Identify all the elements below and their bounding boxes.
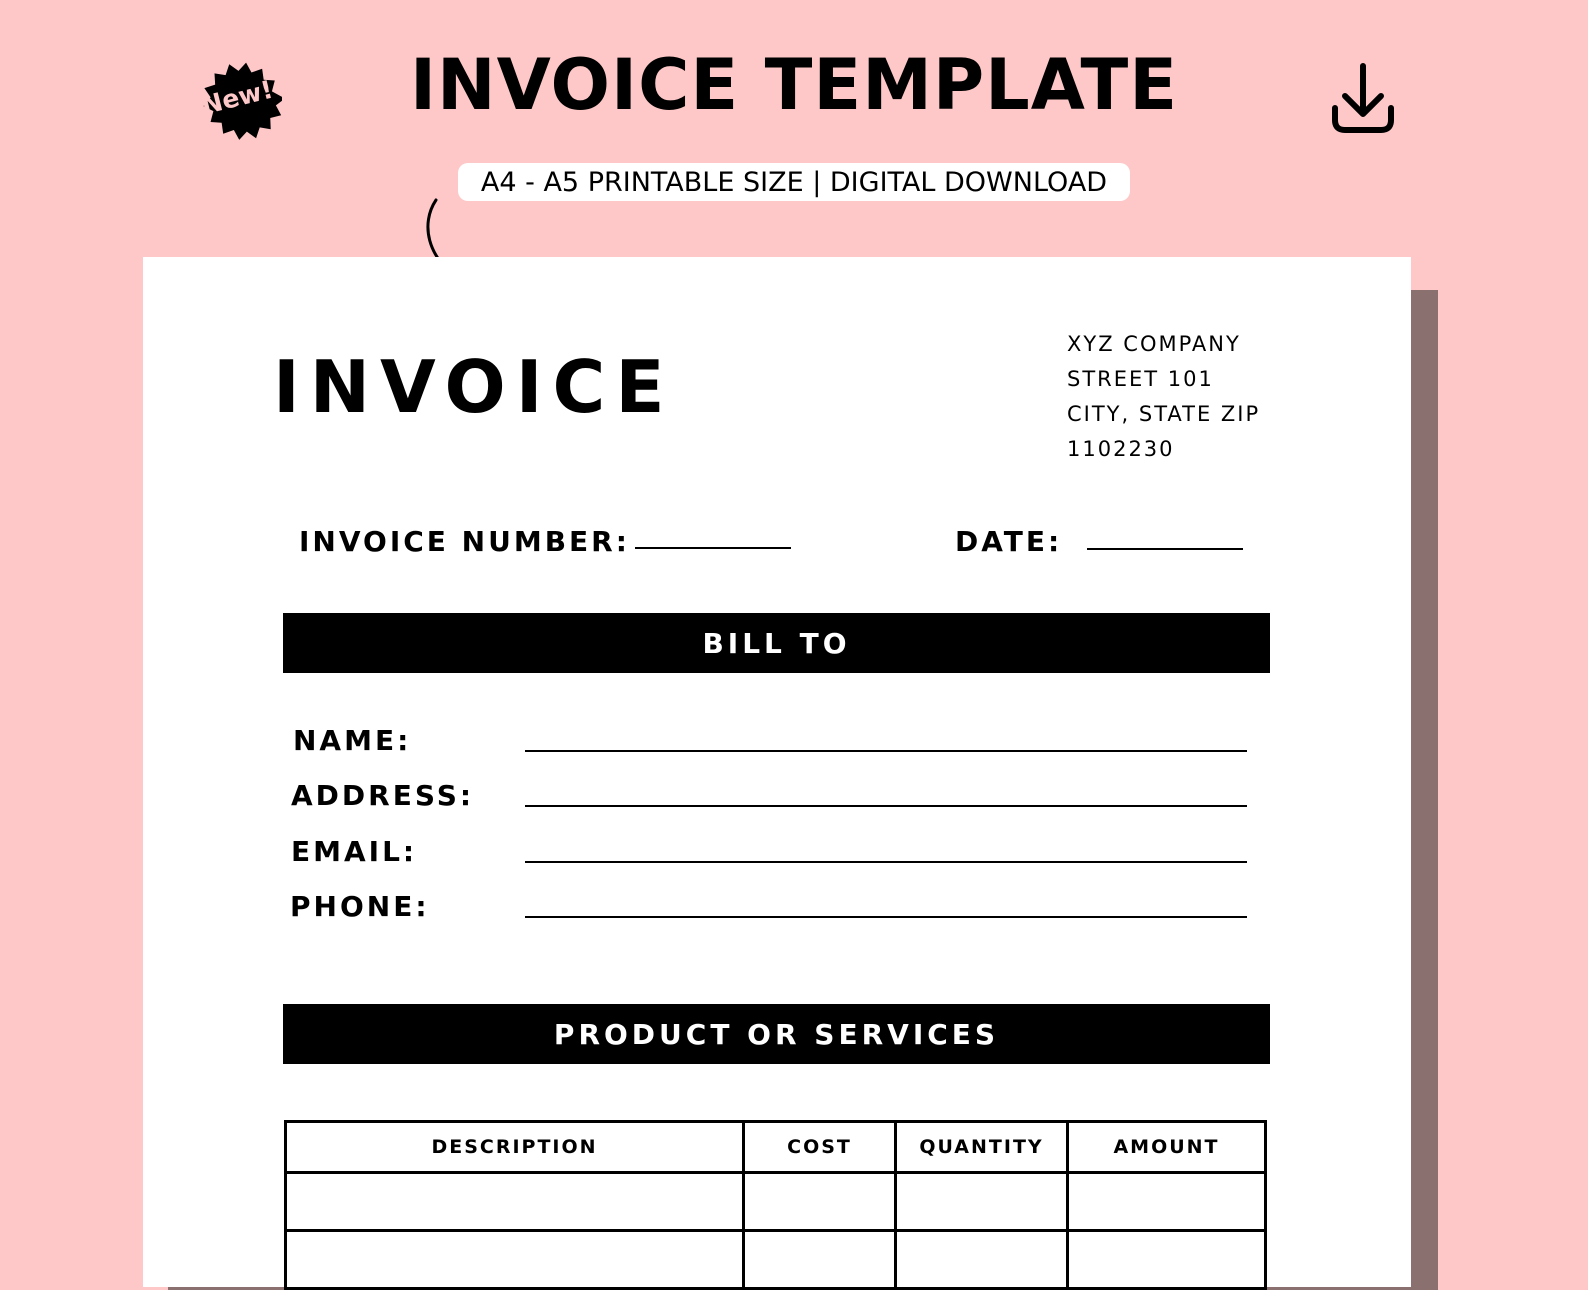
products-table bbox=[284, 1120, 1267, 1290]
table-header-row bbox=[286, 1122, 1266, 1173]
column-cost: COST bbox=[744, 1122, 896, 1173]
date-line[interactable] bbox=[1087, 548, 1243, 550]
date-label: DATE: bbox=[955, 525, 1063, 558]
badge-label: New! bbox=[198, 74, 276, 120]
invoice-number-label: INVOICE NUMBER: bbox=[299, 525, 630, 558]
download-icon[interactable] bbox=[1330, 62, 1396, 134]
name-line[interactable] bbox=[525, 750, 1247, 752]
amount-cell[interactable] bbox=[1068, 1173, 1266, 1231]
description-cell[interactable] bbox=[286, 1173, 744, 1231]
company-name: XYZ COMPANY bbox=[1067, 332, 1241, 356]
company-address bbox=[1067, 327, 1260, 467]
invoice-paper bbox=[143, 257, 1411, 1287]
page-title: INVOICE TEMPLATE bbox=[409, 44, 1179, 126]
products-header bbox=[283, 1004, 1270, 1064]
company-phone: 1102230 bbox=[1067, 437, 1175, 461]
address-label: ADDRESS: bbox=[291, 779, 475, 812]
column-amount: AMOUNT bbox=[1068, 1122, 1266, 1173]
address-line[interactable] bbox=[525, 805, 1247, 807]
description-cell[interactable] bbox=[286, 1231, 744, 1289]
table-row bbox=[286, 1231, 1266, 1289]
cost-cell[interactable] bbox=[744, 1231, 896, 1289]
phone-line[interactable] bbox=[525, 916, 1247, 918]
cost-cell[interactable] bbox=[744, 1173, 896, 1231]
phone-label: PHONE: bbox=[290, 890, 430, 923]
subtitle-pill bbox=[458, 163, 1130, 201]
products-title: PRODUCT OR SERVICES bbox=[553, 1017, 1000, 1051]
column-description: DESCRIPTION bbox=[286, 1122, 744, 1173]
quantity-cell[interactable] bbox=[896, 1231, 1068, 1289]
subtitle-text: A4 - A5 PRINTABLE SIZE | DIGITAL DOWNLOAD bbox=[480, 166, 1108, 198]
company-street: STREET 101 bbox=[1067, 367, 1214, 391]
company-city: CITY, STATE ZIP bbox=[1067, 402, 1261, 426]
email-label: EMAIL: bbox=[291, 835, 418, 868]
table-row bbox=[286, 1173, 1266, 1231]
name-label: NAME: bbox=[293, 724, 412, 757]
column-quantity: QUANTITY bbox=[896, 1122, 1068, 1173]
invoice-title: INVOICE bbox=[273, 345, 675, 429]
bill-to-header bbox=[283, 613, 1270, 673]
invoice-number-line[interactable] bbox=[635, 547, 791, 549]
email-line[interactable] bbox=[525, 861, 1247, 863]
amount-cell[interactable] bbox=[1068, 1231, 1266, 1289]
quantity-cell[interactable] bbox=[896, 1173, 1068, 1231]
bill-to-title: BILL TO bbox=[702, 626, 851, 660]
